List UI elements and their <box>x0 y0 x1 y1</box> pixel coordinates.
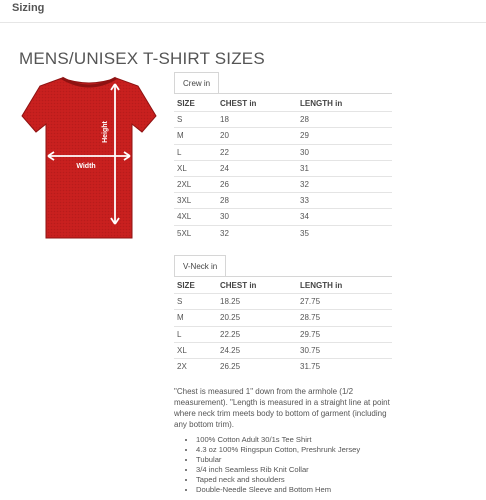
chest-cell: 26 <box>220 179 229 189</box>
length-cell: 30.75 <box>300 345 321 355</box>
section-header <box>0 0 486 23</box>
table-row <box>174 208 392 224</box>
height-label: Height <box>102 121 109 143</box>
chest-cell: 30 <box>220 212 229 222</box>
size-cell: XL <box>177 163 187 173</box>
length-cell: 27.75 <box>300 297 321 307</box>
tab-underline <box>174 276 392 277</box>
length-cell: 31 <box>300 163 309 173</box>
list-item: • 100% Cotton Adult 30/1s Tee Shirt <box>196 435 426 445</box>
size-cell: L <box>177 329 182 339</box>
header-length: LENGTH in <box>300 281 343 290</box>
length-cell: 34 <box>300 212 309 222</box>
size-cell: 5XL <box>177 228 192 238</box>
chest-cell: 32 <box>220 228 229 238</box>
size-cell: S <box>177 297 183 307</box>
chest-cell: 24 <box>220 163 229 173</box>
header-chest: CHEST in <box>220 99 257 108</box>
size-cell: 2X <box>177 361 187 371</box>
size-cell: M <box>177 313 184 323</box>
feature-list <box>186 435 426 496</box>
list-item: • 4.3 oz 100% Ringspun Cotton, Preshrunk Jersey <box>196 445 426 455</box>
table-row <box>174 358 392 374</box>
tab-vneck-label: V-Neck in <box>183 262 218 271</box>
chest-cell: 20.25 <box>220 313 241 323</box>
vneck-size-table <box>174 278 392 374</box>
tab-crew[interactable] <box>174 72 219 94</box>
length-cell: 31.75 <box>300 361 321 371</box>
header-chest: CHEST in <box>220 281 257 290</box>
tab-underline <box>174 93 392 94</box>
tab-vneck[interactable] <box>174 255 226 277</box>
header-size: SIZE <box>177 99 195 108</box>
list-item: • Tubular <box>196 455 426 465</box>
chest-cell: 20 <box>220 131 229 141</box>
crew-size-table <box>174 96 392 241</box>
size-cell: L <box>177 147 182 157</box>
length-cell: 29.75 <box>300 329 321 339</box>
measurement-note: "Chest is measured 1" down from the armhole (1/2 measurement). "Length is measured in a straight line at point where neck trim meets body to bottom of garment (including any bottom trim). <box>174 387 390 429</box>
chest-cell: 26.25 <box>220 361 241 371</box>
table-row <box>174 326 392 342</box>
length-cell: 33 <box>300 196 309 206</box>
list-item: • Double-Needle Sleeve and Bottom Hem <box>196 485 426 495</box>
table-row <box>174 176 392 192</box>
width-label: Width <box>76 163 96 170</box>
length-cell: 35 <box>300 228 309 238</box>
chest-cell: 18.25 <box>220 297 241 307</box>
chest-cell: 28 <box>220 196 229 206</box>
table-row <box>174 127 392 143</box>
table-row <box>174 293 392 309</box>
size-cell: XL <box>177 345 187 355</box>
length-cell: 29 <box>300 131 309 141</box>
chest-cell: 22 <box>220 147 229 157</box>
page-title: MENS/UNISEX T-SHIRT SIZES <box>19 49 265 68</box>
tshirt-body <box>22 78 156 238</box>
length-cell: 30 <box>300 147 309 157</box>
table-row <box>174 342 392 358</box>
table-row <box>174 160 392 176</box>
header-size: SIZE <box>177 281 195 290</box>
table-header-row <box>174 278 392 293</box>
size-cell: 4XL <box>177 212 192 222</box>
list-item: • 3/4 inch Seamless Rib Knit Collar <box>196 465 426 475</box>
chest-cell: 18 <box>220 115 229 125</box>
size-cell: M <box>177 131 184 141</box>
tab-crew-label: Crew in <box>183 79 211 88</box>
list-item: • Taped neck and shoulders <box>196 475 426 485</box>
chest-cell: 22.25 <box>220 329 241 339</box>
length-cell: 28.75 <box>300 313 321 323</box>
length-cell: 28 <box>300 115 309 125</box>
length-cell: 32 <box>300 179 309 189</box>
chest-cell: 24.25 <box>220 345 241 355</box>
size-cell: 2XL <box>177 179 192 189</box>
table-row <box>174 111 392 127</box>
table-row <box>174 309 392 325</box>
size-cell: S <box>177 115 183 125</box>
section-title: Sizing <box>12 2 45 14</box>
header-length: LENGTH in <box>300 99 343 108</box>
table-header-row <box>174 96 392 111</box>
table-row <box>174 225 392 241</box>
table-row <box>174 144 392 160</box>
size-cell: 3XL <box>177 196 192 206</box>
tshirt-size-diagram <box>20 72 158 242</box>
table-row <box>174 192 392 208</box>
